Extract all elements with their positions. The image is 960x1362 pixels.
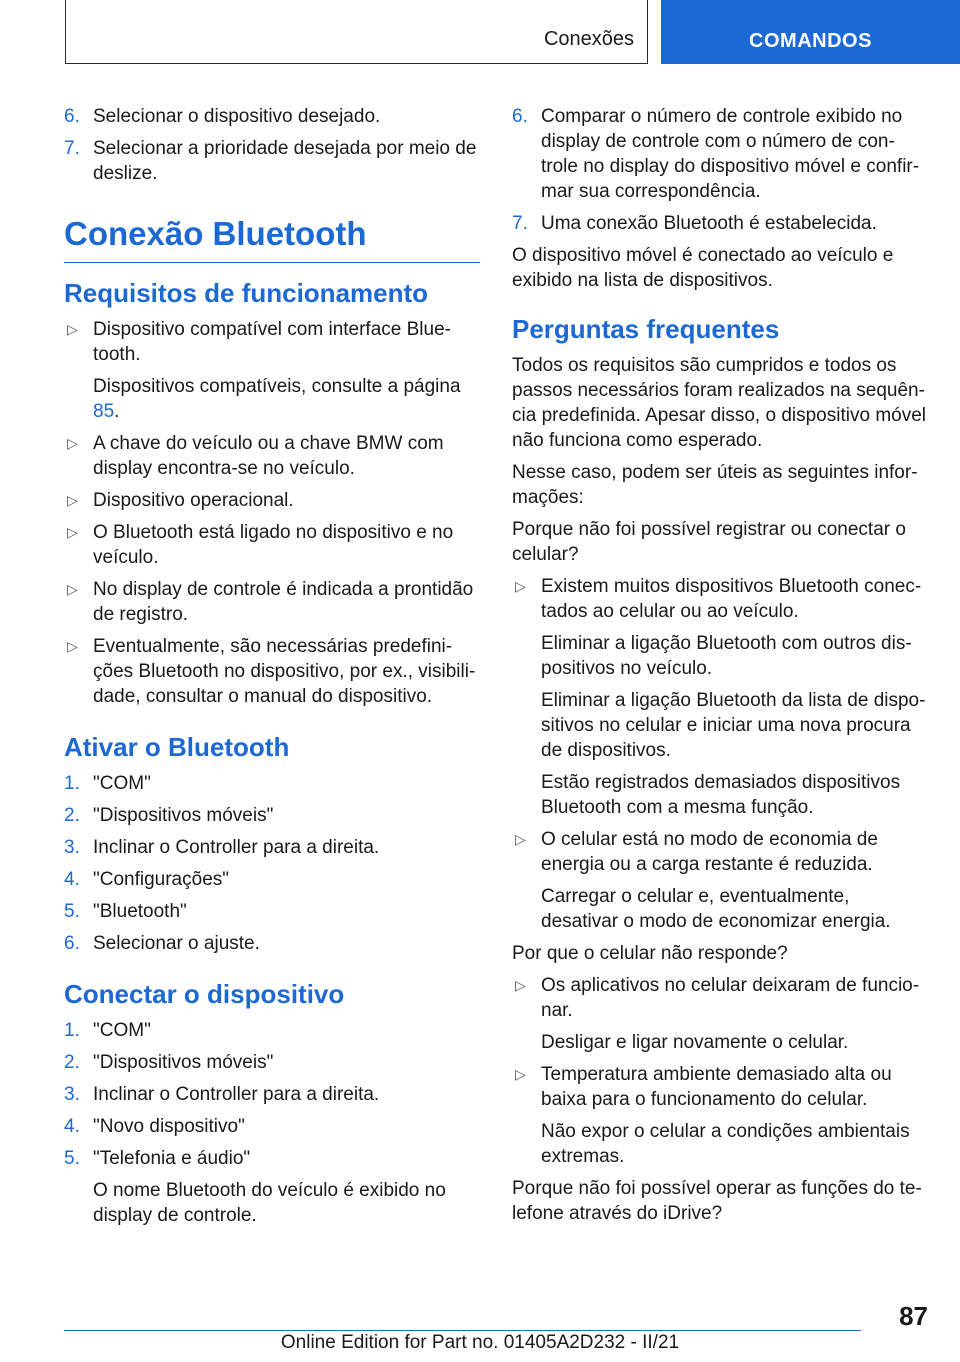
step-text: Inclinar o Controller para a direita. xyxy=(93,1084,380,1105)
list-item xyxy=(64,634,480,709)
list-item xyxy=(64,136,480,186)
list-item xyxy=(64,1050,480,1075)
step-number: 6. xyxy=(64,933,80,954)
sub-paragraph xyxy=(93,374,480,424)
sub-paragraph: Carregar o celular e, eventualmente, desativar o modo de economizar energia. xyxy=(541,886,891,932)
triangle-bullet-icon: ▷ xyxy=(67,524,78,540)
list-item xyxy=(512,827,928,877)
step-text: "Novo dispositivo" xyxy=(93,1116,245,1137)
step-text: Uma conexão Bluetooth é estabelecida. xyxy=(541,213,877,234)
sub-paragraph: Estão registrados demasiados dispositivos Bluetooth com a mesma função. xyxy=(541,772,901,818)
step-number: 6. xyxy=(512,106,528,127)
connect-heading: Conectar o dispositivo xyxy=(64,979,345,1009)
right-column xyxy=(512,104,928,1233)
section-title: Conexão Bluetooth xyxy=(64,212,480,263)
triangle-bullet-icon: ▷ xyxy=(515,831,526,847)
left-column xyxy=(64,104,480,1235)
sub-text-end: . xyxy=(114,401,120,422)
list-item xyxy=(512,574,928,624)
triangle-bullet-icon: ▷ xyxy=(67,321,78,337)
step-number: 2. xyxy=(64,1052,80,1073)
question: Por que o celular não responde? xyxy=(512,943,788,964)
triangle-bullet-icon: ▷ xyxy=(67,581,78,597)
list-item xyxy=(64,317,480,367)
step-number: 6. xyxy=(64,106,80,127)
step-text: Selecionar o dispositivo desejado. xyxy=(93,106,381,127)
footer-edition: Online Edition for Part no. 01405A2D232 - II/21 xyxy=(280,1332,680,1353)
bullet-text: No display de controle é indicada a prontidão de registro. xyxy=(93,579,474,625)
bullet-text: Os aplicativos no celular deixaram de funcio-nar. xyxy=(541,975,920,1021)
list-item xyxy=(64,104,480,129)
bullet-text: Dispositivo operacional. xyxy=(93,490,294,511)
requirements-heading: Requisitos de funcionamento xyxy=(64,278,429,308)
step-text: Comparar o número de controle exibido no display de controle com o número de con-trole no display do dispositivo móvel e confir-mar sua correspondência. xyxy=(541,106,920,202)
list-item xyxy=(512,104,928,204)
list-item xyxy=(64,1018,480,1043)
triangle-bullet-icon: ▷ xyxy=(515,1066,526,1082)
step-number: 2. xyxy=(64,805,80,826)
triangle-bullet-icon: ▷ xyxy=(67,492,78,508)
triangle-bullet-icon: ▷ xyxy=(515,578,526,594)
list-item xyxy=(64,771,480,796)
step-text: "Telefonia e áudio" xyxy=(93,1148,251,1169)
list-item xyxy=(512,211,928,236)
bullet-text: Existem muitos dispositivos Bluetooth conec-tados ao celular ou ao veículo. xyxy=(541,576,922,622)
list-item xyxy=(64,1082,480,1107)
step-number: 5. xyxy=(64,901,80,922)
step-text: "Configurações" xyxy=(93,869,230,890)
bullet-text: Temperatura ambiente demasiado alta ou baixa para o funcionamento do celular. xyxy=(541,1064,892,1110)
step-number: 7. xyxy=(64,138,80,159)
step-text: Inclinar o Controller para a direita. xyxy=(93,837,380,858)
sub-paragraph: O nome Bluetooth do veículo é exibido no display de controle. xyxy=(93,1180,446,1226)
list-item xyxy=(64,488,480,513)
triangle-bullet-icon: ▷ xyxy=(67,435,78,451)
list-item xyxy=(64,431,480,481)
bullet-text: A chave do veículo ou a chave BMW com display encontra-se no veículo. xyxy=(93,433,444,479)
list-item xyxy=(512,973,928,1023)
activate-heading: Ativar o Bluetooth xyxy=(64,732,290,762)
question: Porque não foi possível registrar ou conectar o celular? xyxy=(512,519,906,565)
sub-paragraph: Não expor o celular a condições ambientais extremas. xyxy=(541,1121,910,1167)
list-item xyxy=(512,1062,928,1112)
page-link[interactable]: 85 xyxy=(93,401,115,422)
sub-paragraph: Eliminar a ligação Bluetooth da lista de dispo-sitivos no celular e iniciar uma nova procura de dispositivos. xyxy=(541,690,926,761)
triangle-bullet-icon: ▷ xyxy=(67,638,78,654)
list-item xyxy=(64,899,480,924)
header-tab-comandos[interactable]: COMANDOS xyxy=(661,0,960,64)
list-item xyxy=(64,803,480,828)
question: Porque não foi possível operar as funções do te-lefone através do iDrive? xyxy=(512,1178,922,1224)
list-item xyxy=(64,867,480,892)
list-item xyxy=(64,520,480,570)
step-text: "Dispositivos móveis" xyxy=(93,805,274,826)
step-text: "COM" xyxy=(93,1020,151,1041)
step-number: 4. xyxy=(64,1116,80,1137)
list-item xyxy=(64,1146,480,1171)
sub-paragraph: Eliminar a ligação Bluetooth com outros dis-positivos no veículo. xyxy=(541,633,912,679)
list-item xyxy=(64,577,480,627)
faq-intro-paragraph: Todos os requisitos são cumpridos e todos os passos necessários foram realizados na sequên-cia predefinida. Apesar disso, o dispositivo móvel não funciona como esperado. xyxy=(512,355,927,451)
step-text: "Dispositivos móveis" xyxy=(93,1052,274,1073)
step-text: Selecionar a prioridade desejada por meio de deslize. xyxy=(93,138,477,184)
faq-intro-paragraph: Nesse caso, podem ser úteis as seguintes infor-mações: xyxy=(512,462,918,508)
step-number: 1. xyxy=(64,1020,80,1041)
header-section-title: Conexões xyxy=(543,28,634,50)
list-item xyxy=(64,835,480,860)
faq-heading: Perguntas frequentes xyxy=(512,314,780,344)
step-text: "Bluetooth" xyxy=(93,901,187,922)
step-number: 1. xyxy=(64,773,80,794)
list-item xyxy=(64,931,480,956)
sub-text: Dispositivos compatíveis, consulte a página xyxy=(93,376,461,397)
bullet-text: O Bluetooth está ligado no dispositivo e no veículo. xyxy=(93,522,454,568)
step-number: 4. xyxy=(64,869,80,890)
step-number: 5. xyxy=(64,1148,80,1169)
result-paragraph: O dispositivo móvel é conectado ao veículo e exibido na lista de dispositivos. xyxy=(512,245,894,291)
page-number: 87 xyxy=(899,1301,928,1331)
bullet-text: O celular está no modo de economia de energia ou a carga restante é reduzida. xyxy=(541,829,878,875)
step-text: "COM" xyxy=(93,773,151,794)
bullet-text: Dispositivo compatível com interface Blue-tooth. xyxy=(93,319,451,365)
footer-divider xyxy=(64,1330,861,1331)
step-number: 3. xyxy=(64,1084,80,1105)
step-number: 3. xyxy=(64,837,80,858)
bullet-text: Eventualmente, são necessárias predefini-ções Bluetooth no dispositivo, por ex., visibili-dade, consultar o manual do dispositivo. xyxy=(93,636,476,707)
step-text: Selecionar o ajuste. xyxy=(93,933,260,954)
step-number: 7. xyxy=(512,213,528,234)
list-item xyxy=(64,1114,480,1139)
triangle-bullet-icon: ▷ xyxy=(515,977,526,993)
sub-paragraph: Desligar e ligar novamente o celular. xyxy=(541,1032,849,1053)
